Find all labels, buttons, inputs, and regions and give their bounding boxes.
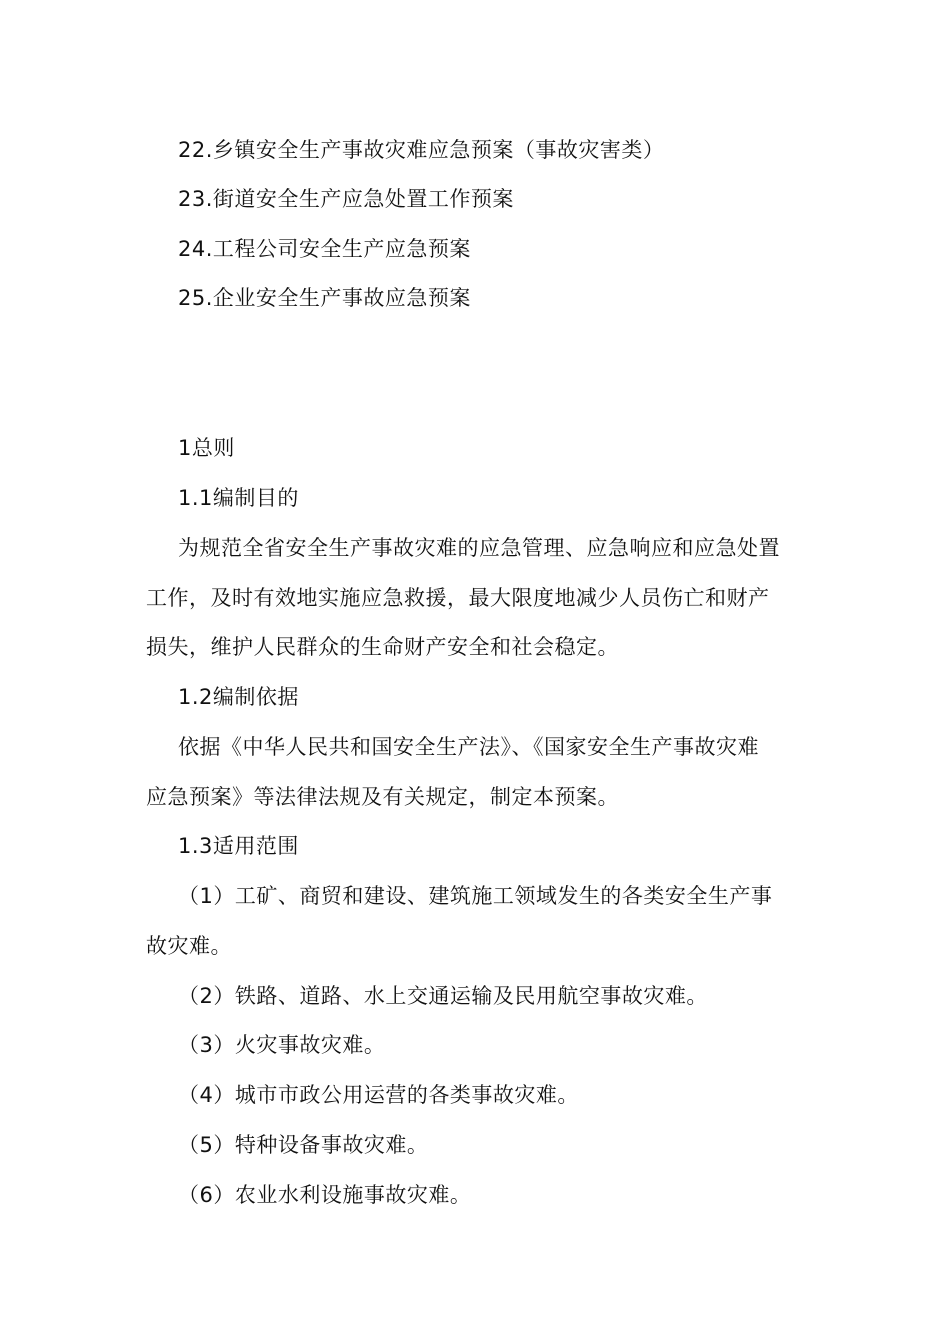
section-heading: 1总则 <box>178 436 235 460</box>
scope-item: （1）工矿、商贸和建设、建筑施工领域发生的各类安全生产事 <box>178 884 773 908</box>
list-item: 23.街道安全生产应急处置工作预案 <box>178 187 514 211</box>
scope-item-continuation: 故灾难。 <box>146 934 232 958</box>
scope-item: （6）农业水利设施事故灾难。 <box>178 1183 472 1207</box>
paragraph-line: 工作，及时有效地实施应急救援，最大限度地减少人员伤亡和财产 <box>146 586 770 610</box>
scope-item: （4）城市市政公用运营的各类事故灾难。 <box>178 1083 579 1107</box>
paragraph-line: 依据《中华人民共和国安全生产法》、《国家安全生产事故灾难 <box>178 735 759 759</box>
paragraph-line: 损失，维护人民群众的生命财产安全和社会稳定。 <box>146 635 619 659</box>
scope-item: （3）火灾事故灾难。 <box>178 1033 386 1057</box>
list-item: 24.工程公司安全生产应急预案 <box>178 237 471 261</box>
scope-item: （5）特种设备事故灾难。 <box>178 1133 429 1157</box>
list-item: 25.企业安全生产事故应急预案 <box>178 286 471 310</box>
subsection-heading: 1.2编制依据 <box>178 685 299 709</box>
paragraph-line: 为规范全省安全生产事故灾难的应急管理、应急响应和应急处置 <box>178 536 780 560</box>
scope-item: （2）铁路、道路、水上交通运输及民用航空事故灾难。 <box>178 984 708 1008</box>
subsection-heading: 1.3适用范围 <box>178 834 299 858</box>
list-item: 22.乡镇安全生产事故灾难应急预案（事故灾害类） <box>178 138 665 162</box>
subsection-heading: 1.1编制目的 <box>178 486 299 510</box>
paragraph-line: 应急预案》等法律法规及有关规定，制定本预案。 <box>146 785 619 809</box>
